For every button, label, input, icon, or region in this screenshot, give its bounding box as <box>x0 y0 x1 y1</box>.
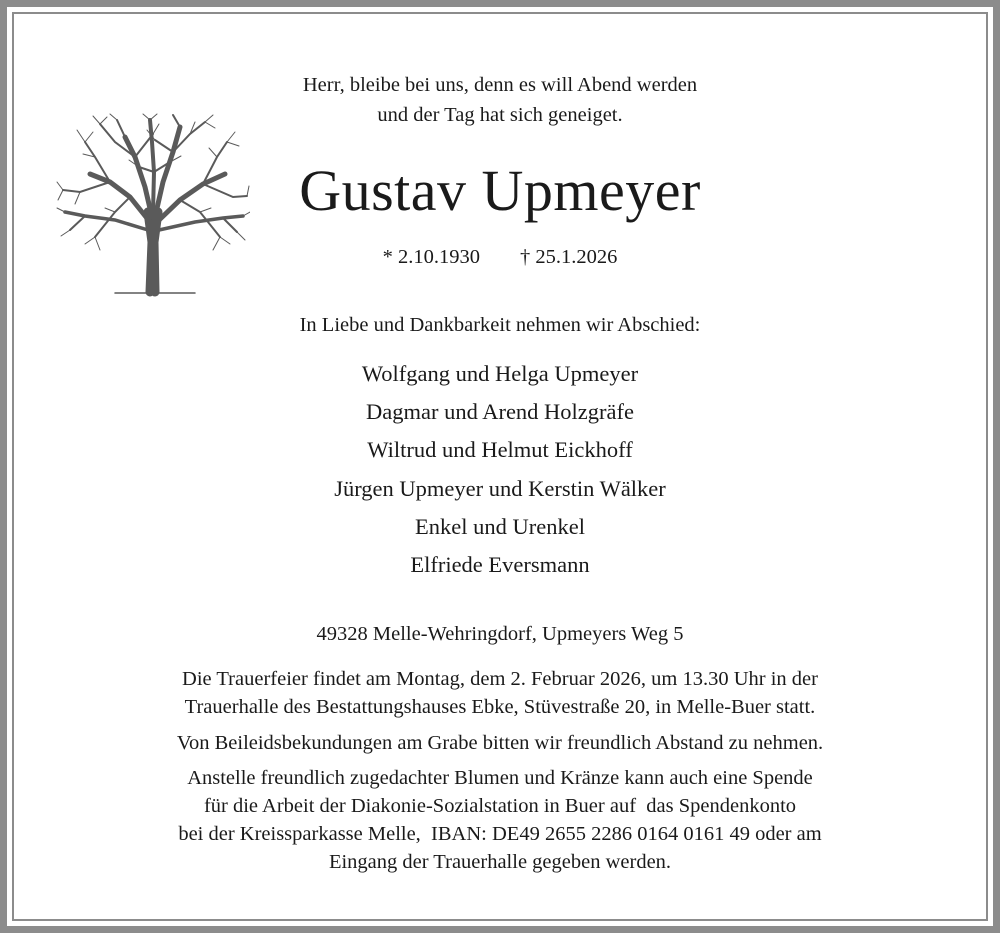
condolence-notice: Von Beileidsbekundungen am Grabe bitten wir freundlich Abstand zu nehmen. <box>176 732 824 754</box>
farewell-intro: In Liebe und Dankbarkeit nehmen wir Abschied: <box>299 314 701 336</box>
death-date: † 25.1.2026 <box>520 246 618 268</box>
funeral-line-1: Die Trauerfeier findet am Montag, dem 2. Februar 2026, um 13.30 Uhr in der <box>182 668 818 690</box>
donation-line-1: Anstelle freundlich zugedachter Blumen und Kränze kann auch eine Spende <box>187 767 813 789</box>
mourner-item: Enkel und Urenkel <box>415 513 585 539</box>
donation-line-3: bei der Kreissparkasse Melle, IBAN: DE49 2655 2286 0164 0161 49 oder am <box>178 823 822 845</box>
life-dates <box>0 242 1000 272</box>
verse-line-2: und der Tag hat sich geneiget. <box>377 104 623 126</box>
donation-line-2: für die Arbeit der Diakonie-Sozialstation in Buer auf das Spendenkonto <box>203 795 797 817</box>
verse-line-1: Herr, bleibe bei uns, denn es will Abend werden <box>302 74 698 96</box>
funeral-line-2: Trauerhalle des Bestattungshauses Ebke, Stüvestraße 20, in Melle-Buer statt. <box>184 696 816 718</box>
funeral-notice <box>0 665 1000 721</box>
mourner-item: Jürgen Upmeyer und Kerstin Wälker <box>334 475 666 501</box>
mourner-item: Wolfgang und Helga Upmeyer <box>361 361 639 386</box>
mourners-list <box>0 355 1000 584</box>
donation-notice <box>0 764 1000 876</box>
mourner-item: Elfriede Eversmann <box>410 552 590 578</box>
mourner-item: Wiltrud und Helmut Eickhoff <box>367 437 633 463</box>
family-address: 49328 Melle-Wehringdorf, Upmeyers Weg 5 <box>316 623 684 645</box>
deceased-name: Gustav Upmeyer <box>299 158 701 223</box>
mourner-item: Dagmar und Arend Holzgräfe <box>365 399 635 425</box>
donation-line-4: Eingang der Trauerhalle gegeben werden. <box>328 851 672 873</box>
birth-date: * 2.10.1930 <box>382 246 480 268</box>
